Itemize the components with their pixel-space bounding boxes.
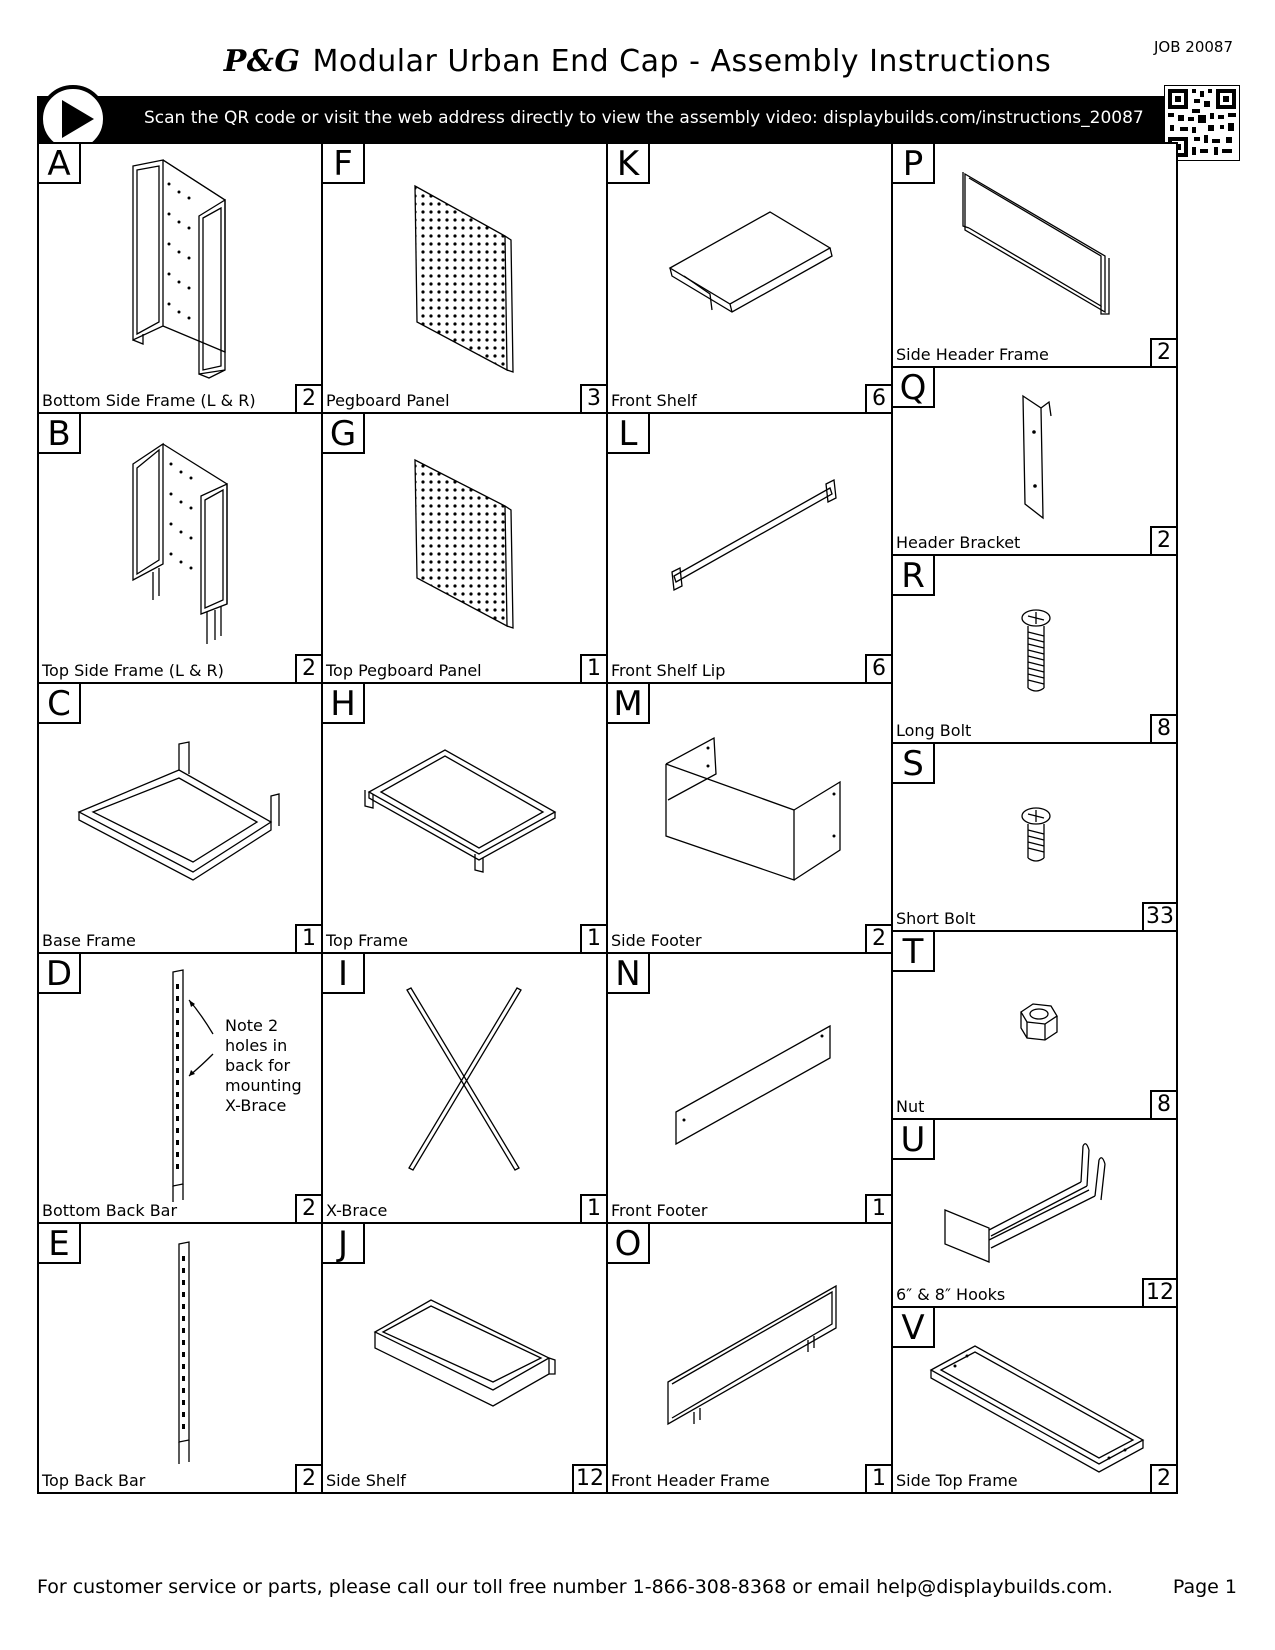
x-brace-illustration: [323, 954, 608, 1224]
part-cell-b: [37, 412, 323, 684]
part-label: Top Frame: [326, 931, 408, 950]
top-pegboard-panel-illustration: [323, 414, 608, 684]
part-letter: F: [321, 142, 365, 184]
part-quantity: 1: [580, 924, 608, 954]
part-quantity: 12: [572, 1464, 608, 1494]
part-label: Side Shelf: [326, 1471, 406, 1490]
part-cell-l: [606, 412, 893, 684]
part-letter: B: [37, 412, 81, 454]
part-quantity: 2: [295, 1464, 323, 1494]
part-letter: U: [891, 1118, 935, 1160]
part-letter: J: [321, 1222, 365, 1264]
part-label: X-Brace: [326, 1201, 388, 1220]
part-label: Top Back Bar: [42, 1471, 146, 1490]
base-frame-illustration: [39, 684, 323, 954]
part-label: Front Footer: [611, 1201, 708, 1220]
part-cell-e: [37, 1222, 323, 1494]
footer-contact: For customer service or parts, please call our toll free number 1-866-308-8368 or email help@displaybuilds.com.: [37, 1576, 1113, 1598]
part-cell-k: [606, 142, 893, 414]
part-letter: C: [37, 682, 81, 724]
part-quantity: 2: [295, 1194, 323, 1224]
front-footer-illustration: [608, 954, 893, 1224]
part-label: Long Bolt: [896, 721, 972, 740]
part-cell-i: [321, 952, 608, 1224]
part-quantity: 6: [865, 384, 893, 414]
part-cell-t: [891, 930, 1178, 1120]
part-letter: Q: [891, 366, 935, 408]
part-cell-a: [37, 142, 323, 414]
part-quantity: 2: [865, 924, 893, 954]
brand-logo: P&G: [223, 44, 301, 79]
part-quantity: 8: [1150, 1090, 1178, 1120]
part-quantity: 1: [865, 1194, 893, 1224]
part-quantity: 1: [580, 1194, 608, 1224]
part-cell-g: [321, 412, 608, 684]
part-cell-r: [891, 554, 1178, 744]
part-cell-u: [891, 1118, 1178, 1308]
part-quantity: 2: [1150, 1464, 1178, 1494]
part-cell-o: [606, 1222, 893, 1494]
part-letter: T: [891, 930, 935, 972]
part-letter: O: [606, 1222, 650, 1264]
part-label: Bottom Back Bar: [42, 1201, 178, 1220]
part-label: Front Shelf Lip: [611, 661, 726, 680]
part-label: Side Footer: [611, 931, 702, 950]
part-letter: S: [891, 742, 935, 784]
part-letter: N: [606, 952, 650, 994]
top-back-bar-illustration: [39, 1224, 323, 1494]
part-cell-v: [891, 1306, 1178, 1494]
hooks-illustration: [893, 1120, 1178, 1308]
title-text: Modular Urban End Cap - Assembly Instructions: [312, 44, 1052, 79]
part-quantity: 12: [1142, 1278, 1178, 1308]
header-bracket-illustration: [893, 368, 1178, 556]
part-letter: P: [891, 142, 935, 184]
part-quantity: 3: [580, 384, 608, 414]
part-quantity: 8: [1150, 714, 1178, 744]
part-letter: R: [891, 554, 935, 596]
part-quantity: 2: [1150, 526, 1178, 556]
part-cell-m: [606, 682, 893, 954]
part-cell-j: [321, 1222, 608, 1494]
nut-illustration: [893, 932, 1178, 1120]
part-note: Note 2 holes in back for mounting X-Brace: [225, 1016, 302, 1115]
side-shelf-illustration: [323, 1224, 608, 1494]
long-bolt-illustration: [893, 556, 1178, 744]
front-shelf-illustration: [608, 144, 893, 414]
part-label: Base Frame: [42, 931, 136, 950]
part-letter: M: [606, 682, 650, 724]
top-side-frame-illustration: [39, 414, 323, 684]
part-label: Top Pegboard Panel: [326, 661, 482, 680]
part-label: Short Bolt: [896, 909, 976, 928]
pegboard-panel-illustration: [323, 144, 608, 414]
part-letter: I: [321, 952, 365, 994]
part-cell-p: [891, 142, 1178, 368]
part-cell-h: [321, 682, 608, 954]
part-letter: A: [37, 142, 81, 184]
side-top-frame-illustration: [893, 1308, 1178, 1494]
part-cell-n: [606, 952, 893, 1224]
part-label: Side Top Frame: [896, 1471, 1018, 1490]
banner-text: Scan the QR code or visit the web address directly to view the assembly video: displaybuilds.com/instructions_20087: [144, 108, 1144, 128]
part-quantity: 1: [865, 1464, 893, 1494]
part-label: Front Header Frame: [611, 1471, 770, 1490]
front-shelf-lip-illustration: [608, 414, 893, 684]
part-quantity: 1: [295, 924, 323, 954]
side-footer-illustration: [608, 684, 893, 954]
part-quantity: 2: [295, 384, 323, 414]
page-title: [0, 44, 1275, 79]
part-label: Side Header Frame: [896, 345, 1049, 364]
part-quantity: 2: [1150, 338, 1178, 368]
short-bolt-illustration: [893, 744, 1178, 932]
part-cell-f: [321, 142, 608, 414]
part-label: 6″ & 8″ Hooks: [896, 1285, 1006, 1304]
part-quantity: 6: [865, 654, 893, 684]
part-quantity: 33: [1142, 902, 1178, 932]
part-label: Top Side Frame (L & R): [42, 661, 224, 680]
job-number: JOB 20087: [1153, 38, 1233, 56]
part-letter: G: [321, 412, 365, 454]
part-letter: K: [606, 142, 650, 184]
part-label: Header Bracket: [896, 533, 1021, 552]
part-label: Pegboard Panel: [326, 391, 450, 410]
top-frame-illustration: [323, 684, 608, 954]
part-letter: H: [321, 682, 365, 724]
page-number: Page 1: [1172, 1576, 1237, 1598]
front-header-frame-illustration: [608, 1224, 893, 1494]
part-letter: E: [37, 1222, 81, 1264]
part-label: Bottom Side Frame (L & R): [42, 391, 256, 410]
part-label: Front Shelf: [611, 391, 697, 410]
part-cell-s: [891, 742, 1178, 932]
side-header-frame-illustration: [893, 144, 1178, 368]
part-cell-q: [891, 366, 1178, 556]
part-cell-c: [37, 682, 323, 954]
part-letter: D: [37, 952, 81, 994]
bottom-side-frame-illustration: [39, 144, 323, 414]
part-letter: L: [606, 412, 650, 454]
part-quantity: 2: [295, 654, 323, 684]
part-letter: V: [891, 1306, 935, 1348]
part-cell-d: [37, 952, 323, 1224]
part-label: Nut: [896, 1097, 925, 1116]
part-quantity: 1: [580, 654, 608, 684]
